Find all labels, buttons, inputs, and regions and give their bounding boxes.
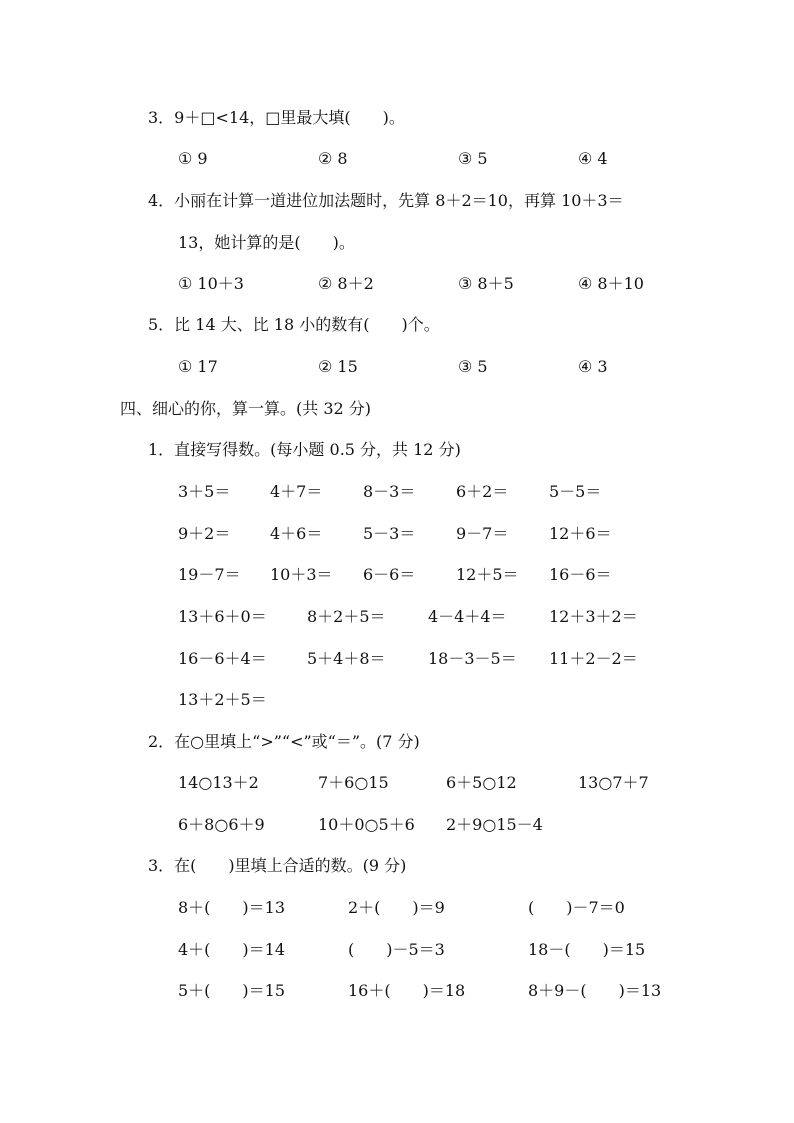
- p1-item: 11＋2－2＝: [549, 649, 638, 668]
- p1-item: 4－4＋4＝: [428, 607, 507, 626]
- p3-item: 4＋( )＝14: [178, 940, 286, 959]
- q4-text-line2: 13，她计算的是( )。: [178, 233, 355, 252]
- p1-item: 3＋5＝: [178, 482, 231, 501]
- q5-text: 5．比 14 大、比 18 小的数有( )个。: [148, 315, 440, 334]
- q4-text-line1: 4．小丽在计算一道进位加法题时，先算 8＋2＝10，再算 10＋3＝: [148, 191, 624, 210]
- part2-title: 2．在○里填上“>”“<”或“＝”。(7 分): [148, 732, 420, 751]
- p3-item: 8＋9－( )＝13: [528, 981, 662, 1000]
- q5-option-3: ③ 5: [458, 357, 488, 376]
- q5-option-4: ④ 3: [578, 357, 608, 376]
- p1-item: 8＋2＋5＝: [307, 607, 386, 626]
- p1-item: 19－7＝: [178, 565, 241, 584]
- p1-item: 4＋7＝: [270, 482, 323, 501]
- p1-item: 6－6＝: [363, 565, 416, 584]
- p1-item: 18－3－5＝: [428, 649, 517, 668]
- p1-item: 12＋6＝: [549, 524, 612, 543]
- p1-item: 10＋3＝: [270, 565, 333, 584]
- section-heading: 四、细心的你，算一算。(共 32 分): [120, 399, 372, 418]
- p1-item: 5＋4＋8＝: [307, 649, 386, 668]
- p2-item: 13○7＋7: [578, 773, 649, 792]
- q4-option-2: ② 8＋2: [318, 274, 374, 293]
- p1-item: 9＋2＝: [178, 524, 231, 543]
- p2-item: 2＋9○15－4: [446, 815, 543, 834]
- p3-item: 8＋( )＝13: [178, 898, 286, 917]
- p2-item: 7＋6○15: [318, 773, 389, 792]
- p2-item: 6＋8○6＋9: [178, 815, 265, 834]
- q3-option-2: ② 8: [318, 149, 348, 168]
- p1-item: 8－3＝: [363, 482, 416, 501]
- p1-item: 9－7＝: [456, 524, 509, 543]
- part3-title: 3．在( )里填上合适的数。(9 分): [148, 856, 407, 875]
- p3-item: 16＋( )＝18: [348, 981, 466, 1000]
- q3-text: 3．9＋□<14，□里最大填( )。: [148, 108, 405, 127]
- q4-option-4: ④ 8＋10: [578, 274, 644, 293]
- p3-item: 18－( )＝15: [528, 940, 646, 959]
- p1-item: 5－3＝: [363, 524, 416, 543]
- p2-item: 10＋0○5＋6: [318, 815, 415, 834]
- p1-item: 16－6＋4＝: [178, 649, 267, 668]
- q4-option-1: ① 10＋3: [178, 274, 244, 293]
- p1-item: 12＋5＝: [456, 565, 519, 584]
- p1-item: 5－5＝: [549, 482, 602, 501]
- p1-item: 16－6＝: [549, 565, 612, 584]
- p1-item: 4＋6＝: [270, 524, 323, 543]
- q4-option-3: ③ 8＋5: [458, 274, 514, 293]
- p3-item: 2＋( )＝9: [348, 898, 445, 917]
- q3-option-4: ④ 4: [578, 149, 608, 168]
- p3-item: 5＋( )＝15: [178, 981, 286, 1000]
- q3-option-1: ① 9: [178, 149, 208, 168]
- p1-item: 13＋2＋5＝: [178, 690, 267, 709]
- p2-item: 14○13＋2: [178, 773, 259, 792]
- part1-title: 1．直接写得数。(每小题 0.5 分，共 12 分): [148, 440, 461, 459]
- p1-item: 6＋2＝: [456, 482, 509, 501]
- p1-item: 12＋3＋2＝: [549, 607, 638, 626]
- p2-item: 6＋5○12: [446, 773, 517, 792]
- q3-option-3: ③ 5: [458, 149, 488, 168]
- q5-option-2: ② 15: [318, 357, 358, 376]
- q5-option-1: ① 17: [178, 357, 218, 376]
- p3-item: ( )－5＝3: [348, 940, 445, 959]
- p1-item: 13＋6＋0＝: [178, 607, 267, 626]
- p3-item: ( )－7＝0: [528, 898, 625, 917]
